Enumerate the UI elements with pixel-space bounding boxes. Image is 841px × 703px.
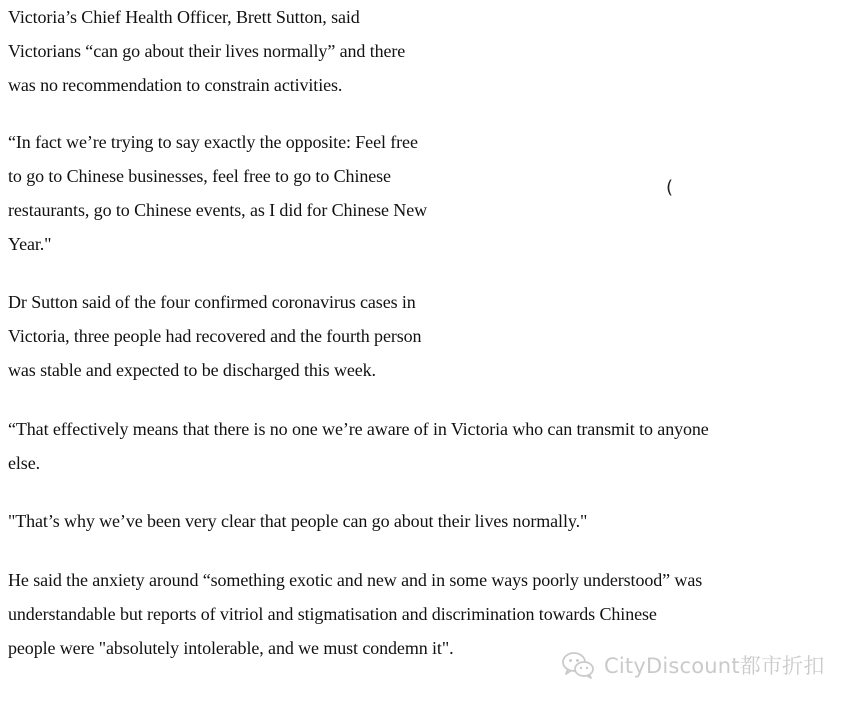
paragraph-2-line-2: to go to Chinese businesses, feel free to go to Chinese [8,166,391,186]
paragraph-5-line-1: "That’s why we’ve been very clear that people can go about their lives normally." [8,511,588,531]
paragraph-6-line-3: people were "absolutely intolerable, and we must condemn it". [8,638,454,658]
paragraph-1-line-1: Victoria’s Chief Health Officer, Brett Sutton, said [8,7,360,27]
watermark [560,648,825,682]
paragraph-2-line-4: Year." [8,234,52,254]
paragraph-3-line-3: was stable and expected to be discharged this week. [8,360,376,380]
paragraph-4 [8,412,709,480]
paragraph-3-line-2: Victoria, three people had recovered and the fourth person [8,326,422,346]
paragraph-6-line-1: He said the anxiety around “something exotic and new and in some ways poorly understood” was [8,570,703,590]
paragraph-1-line-2: Victorians “can go about their lives normally” and there [8,41,406,61]
paragraph-1-line-3: was no recommendation to constrain activities. [8,75,343,95]
paragraph-3-line-1: Dr Sutton said of the four confirmed coronavirus cases in [8,292,416,312]
paragraph-4-line-1: “That effectively means that there is no one we’re aware of in Victoria who can transmit to anyone [8,419,709,439]
watermark-text: CityDiscount都市折扣 [604,654,825,678]
paragraph-1 [8,0,405,102]
paragraph-2-line-1: “In fact we’re trying to say exactly the opposite: Feel free [8,132,418,152]
paragraph-2-line-3: restaurants, go to Chinese events, as I did for Chinese New [8,200,427,220]
paragraph-5 [8,504,587,538]
paragraph-3 [8,285,421,387]
paragraph-2 [8,125,427,261]
paragraph-4-line-2: else. [8,453,40,473]
stray-parenthesis-mark: ( [666,177,674,198]
paragraph-6-line-2: understandable but reports of vitriol and stigmatisation and discrimination towards Chinese [8,604,657,624]
wechat-icon [560,650,596,680]
